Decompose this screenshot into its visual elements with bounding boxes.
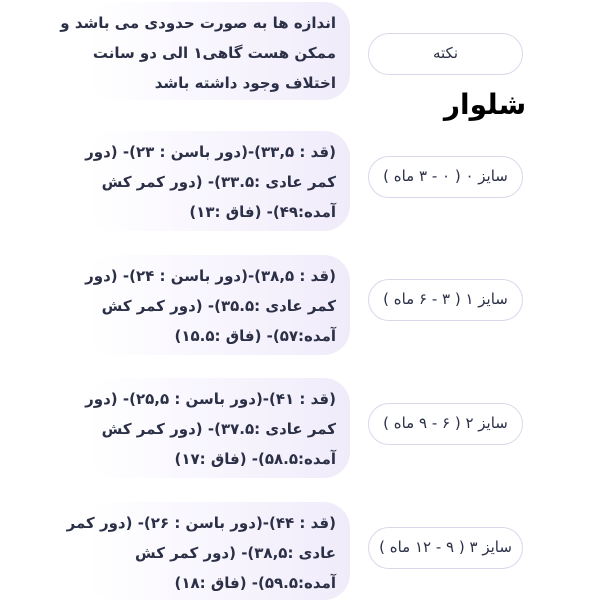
size-2-description — [85, 378, 350, 478]
size-line: کمر عادی :۳۷.۵)- (دور کمر کش — [101, 420, 336, 438]
size-line: آمده:۵۷)- (فاق :۱۵.۵) — [174, 327, 336, 345]
note-label-pill[interactable]: نکته — [368, 33, 523, 75]
size-line: کمر عادی :۳۵.۵)- (دور کمر کش — [101, 297, 336, 315]
note-line: اختلاف وجود داشته باشد — [154, 74, 336, 92]
size-line: آمده:۵۸.۵)- (فاق :۱۷) — [174, 450, 336, 468]
size-line: آمده:۴۹)- (فاق :۱۳) — [189, 203, 336, 221]
size-line: (قد : ۴۴)-(دور باسن : ۲۶)- (دور کمر — [66, 514, 336, 532]
note-line: اندازه ها به صورت حدودی می باشد و — [60, 14, 336, 32]
size-0-description — [85, 131, 350, 231]
size-3-description — [66, 502, 350, 600]
size-3-pill[interactable]: سایز ۳ ( ۹ - ۱۲ ماه ) — [368, 527, 523, 569]
size-line: عادی :۳۸,۵)- (دور کمر کش — [134, 544, 336, 562]
size-1-pill[interactable]: سایز ۱ ( ۳ - ۶ ماه ) — [368, 279, 523, 321]
note-description — [60, 2, 350, 100]
size-line: آمده:۵۹.۵)- (فاق :۱۸) — [174, 574, 336, 592]
size-line: (قد : ۴۱)-(دور باسن : ۲۵,۵)- (دور — [85, 390, 336, 408]
size-2-pill[interactable]: سایز ۲ ( ۶ - ۹ ماه ) — [368, 403, 523, 445]
size-1-description — [85, 255, 350, 355]
size-line: (قد : ۳۸,۵)-(دور باسن : ۲۴)- (دور — [85, 267, 336, 285]
size-line: کمر عادی :۳۳.۵)- (دور کمر کش — [101, 173, 336, 191]
section-title-pants: شلوار — [443, 88, 527, 121]
note-line: ممکن هست گاهی۱ الی دو سانت — [92, 44, 336, 62]
size-0-pill[interactable]: سایز ۰ ( ۰ - ۳ ماه ) — [368, 156, 523, 198]
size-line: (قد : ۳۳,۵)-(دور باسن : ۲۳)- (دور — [85, 143, 336, 161]
